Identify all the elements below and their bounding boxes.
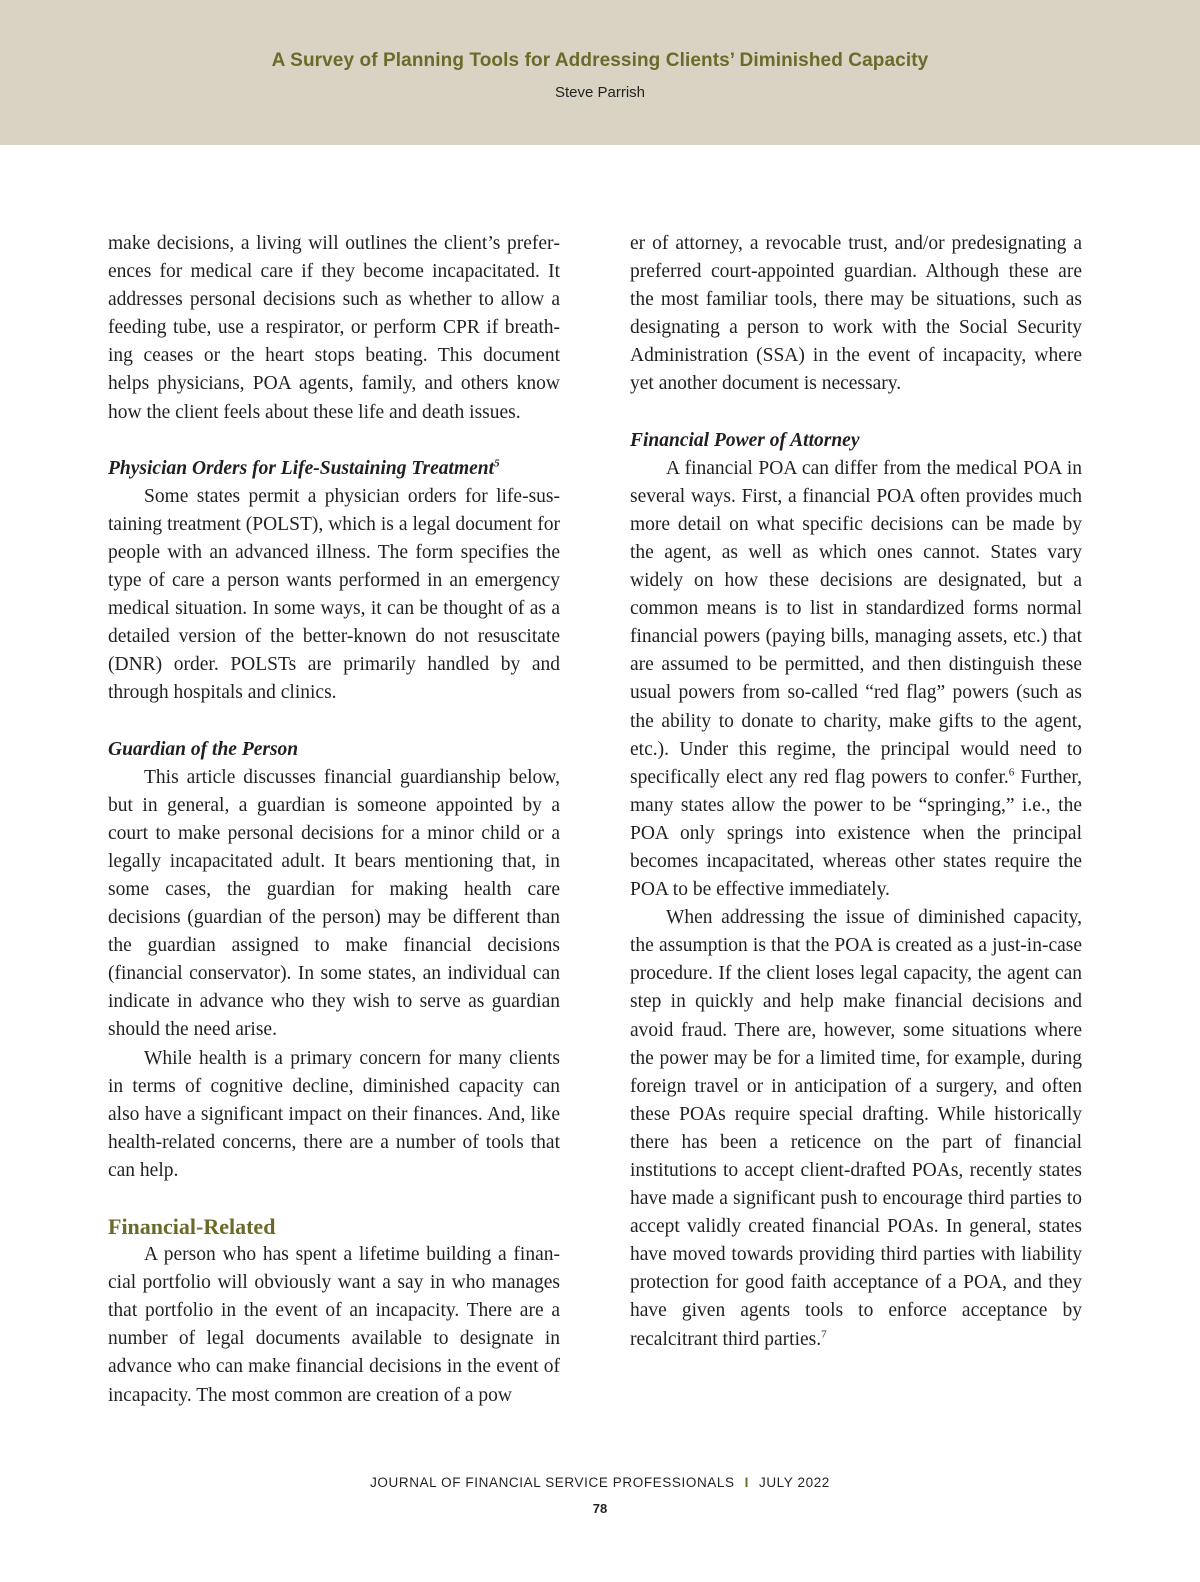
footer-separator: I bbox=[744, 1475, 749, 1490]
paragraph: When addressing the issue of diminished capacity, the assumption is that the POA is created as a just-in-case procedure. If the client loses legal capacity, the agent can step in quickly and help make financial decisions and avoid fraud. There are, however, some situations where the power may be for a limited time, for example, during foreign travel or in anticipation of a surgery, and often these POAs require special drafting. While historically there has been a reticence on the part of financial institutions to accept client-drafted POAs, recently states have made a significant push to encourage third parties to accept validly created financial POAs. In general, states have moved towards providing third parties with liability protection for good faith acceptance of a POA, and they have given agents tools to enforce acceptance by recalcitrant third parties.$^7$ bbox=[630, 907, 1082, 1350]
paragraph: While health is a primary concern for many clients in terms of cognitive decline, diminished capacity can also have a significant impact on their finances. And, like health-related concerns, there are a number of tools that can help. bbox=[108, 1047, 560, 1181]
running-header bbox=[0, 0, 1200, 145]
subheading-financial-poa: Financial Power of Attorney bbox=[630, 429, 860, 451]
article-author: Steve Parrish bbox=[554, 84, 646, 101]
issue-date: JULY 2022 bbox=[758, 1475, 830, 1490]
article-title: A Survey of Planning Tools for Addressing Clients’ Diminished Capacity bbox=[271, 50, 929, 71]
subheading-guardian: Guardian of the Person bbox=[108, 738, 299, 760]
right-column bbox=[630, 230, 1082, 1354]
paragraph: A financial POA can differ from the medical POA in several ways. First, a financial POA often provides much more detail on what specific decisions can be made by the agent, as well as which ones cannot. States vary widely on how these decisions are designated, but a common means is to list in standardized forms normal financial powers (paying bills, managing assets, etc.) that are assumed to be permitted, and then distinguish these usual powers from so-called “red flag” powers (such as the ability to donate to charity, make gifts to the agent, etc.). Under this regime, the principal would need to specifically elect any red flag powers to confer.$^6$ Further, many states allow the power to be “springing,” i.e., the POA only springs into existence when the principal becomes incapacitated, whereas other states require the POA to be effective immediately. bbox=[630, 457, 1082, 901]
paragraph: make decisions, a living will outlines the client’s preferences for medical care if they become incapacitated. It addresses personal decisions such as whether to allow a feeding tube, use a respirator, or perform CPR if breathing ceases or the heart stops beating. This document helps physicians, POA agents, family, and others know how the client feels about these life and death issues. bbox=[108, 233, 560, 423]
paragraph: This article discusses financial guardianship below, but in general, a guardian is someone appointed by a court to make personal decisions for a minor child or a legally incapacitated adult. It bears mentioning that, in some cases, the guardian for making health care decisions (guardian of the person) may be different than the guardian assigned to make financial decisions (financial conservator). In some states, an individual can indicate in advance who they wish to serve as guardian should the need arise. bbox=[108, 766, 560, 1041]
journal-name: JOURNAL OF FINANCIAL SERVICE PROFESSIONALS bbox=[370, 1475, 735, 1490]
paragraph: A person who has spent a lifetime building a financial portfolio will obviously want a say in who manages that portfolio in the event of an incapacity. There are a number of legal documents available to designate in advance who can make financial decisions in the event of incapacity. The most common are creation of a pow bbox=[108, 1244, 560, 1406]
footnote-ref: 5 bbox=[494, 457, 500, 470]
paragraph: er of attorney, a revocable trust, and/or predesignating a preferred court-appointed guardian. Although these are the most familiar tools, there may be situations, such as designating a person to work with the Social Security Administration (SSA) in the event of incapacity, where yet another document is necessary. bbox=[630, 233, 1082, 395]
running-footer bbox=[0, 1475, 1200, 1490]
section-heading-financial-related: Financial-Related bbox=[108, 1214, 276, 1239]
footnote-ref: 7 bbox=[821, 1328, 827, 1341]
paragraph: Some states permit a physician orders for life-sustaining treatment (POLST), which is a legal document for people with an advanced illness. The form specifies the type of care a person wants performed in an emergency medical situation. In some ways, it can be thought of as a detailed version of the better-known do not resuscitate (DNR) order. POLSTs are primarily handled by and through hospitals and clinics. bbox=[108, 485, 560, 704]
left-column bbox=[108, 230, 560, 1410]
footnote-ref: 6 bbox=[1008, 766, 1015, 779]
page-number: 78 bbox=[592, 1501, 608, 1516]
subheading-polst: Physician Orders for Life-Sustaining Treatment$^5$ bbox=[108, 457, 500, 479]
